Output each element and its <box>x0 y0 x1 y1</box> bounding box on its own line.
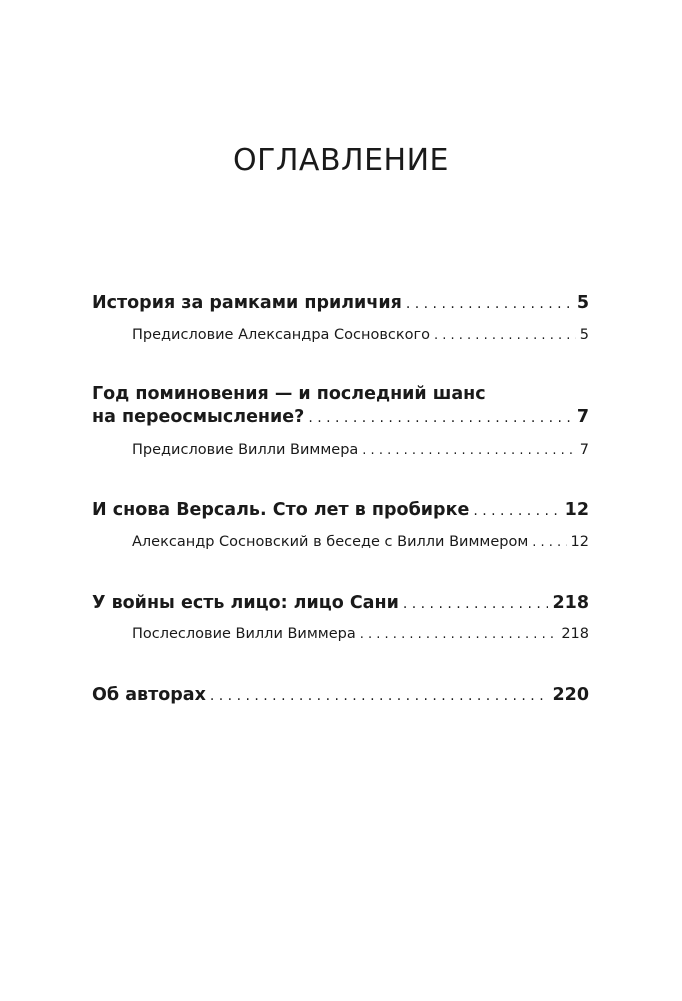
toc-entry-page: 218 <box>552 593 589 613</box>
dot-leader <box>362 443 575 458</box>
toc-subentry-title: Александр Сосновский в беседе с Вилли Виммером <box>132 534 529 550</box>
toc-subentry-title: Предисловие Вилли Виммера <box>132 442 359 458</box>
dot-leader <box>360 627 558 642</box>
dot-leader <box>532 535 566 550</box>
toc-subentry-page: 5 <box>579 327 589 343</box>
toc-subentry[interactable] <box>132 626 589 642</box>
dot-leader <box>434 328 576 343</box>
toc-entry-page: 220 <box>552 685 589 705</box>
toc-subentry[interactable] <box>132 327 589 343</box>
dot-leader <box>473 503 560 519</box>
toc-entry-title: Об авторах <box>92 685 206 705</box>
dot-leader <box>308 410 573 426</box>
toc-entry[interactable] <box>92 685 589 705</box>
dot-leader <box>403 596 549 612</box>
toc-entry-title: на переосмысление? <box>92 407 305 427</box>
page-title: ОГЛАВЛЕНИЕ <box>232 143 450 178</box>
toc-subentry-title: Послесловие Вилли Виммера <box>132 626 356 642</box>
dot-leader <box>210 688 549 704</box>
toc-subentry-page: 12 <box>570 534 589 550</box>
toc-subentry-page: 218 <box>561 626 589 642</box>
toc-entry[interactable] <box>92 293 589 313</box>
toc-entry-title: У войны есть лицо: лицо Сани <box>92 593 399 613</box>
toc-entry[interactable] <box>92 593 589 613</box>
toc-subentry[interactable] <box>132 442 589 458</box>
toc-entry[interactable] <box>92 500 589 520</box>
toc-entry[interactable] <box>92 407 589 427</box>
toc-entry-title-line1[interactable]: Год поминовения — и последний шанс <box>92 384 486 404</box>
dot-leader <box>406 296 573 312</box>
toc-subentry-title: Предисловие Александра Сосновского <box>132 327 430 343</box>
toc-subentry[interactable] <box>132 534 589 550</box>
toc-entry-title: История за рамками приличия <box>92 293 402 313</box>
toc-entry-page: 5 <box>576 293 589 313</box>
toc-entry-page: 7 <box>576 407 589 427</box>
toc-entry-page: 12 <box>564 500 589 520</box>
toc-entry-title: И снова Версаль. Сто лет в пробирке <box>92 500 470 520</box>
toc-subentry-page: 7 <box>579 442 589 458</box>
